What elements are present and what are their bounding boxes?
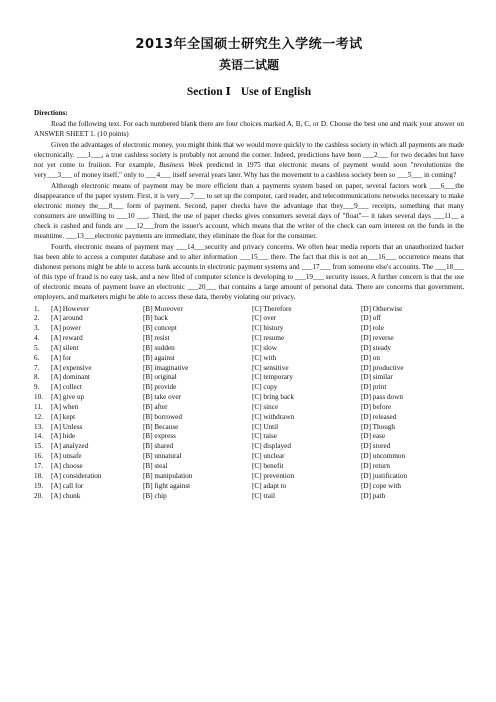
choice-row [34, 344, 464, 354]
option-c: [C] raise [252, 432, 277, 441]
option-a: [A] analyzed [51, 442, 89, 451]
question-number: 1. [34, 304, 40, 313]
option-a: [A] choose [51, 462, 83, 470]
question-number: 8. [34, 373, 40, 382]
choice-row [34, 423, 464, 433]
choice-row [34, 442, 464, 452]
option-d: [D] Though [361, 422, 396, 431]
option-d: [D] released [361, 412, 397, 421]
question-number: 18. [34, 471, 43, 480]
section-heading [34, 85, 464, 99]
option-a: [A] give up [51, 393, 85, 402]
option-c: [C] benefit [252, 462, 284, 470]
option-d: [D] role [361, 324, 384, 333]
option-d: [D] return [361, 462, 390, 470]
option-d: [D] before [361, 402, 392, 411]
option-a: [A] kept [51, 412, 76, 421]
question-number: 4. [34, 334, 40, 343]
option-a: [A] reward [51, 334, 83, 343]
option-b: [B] sudden [143, 343, 175, 352]
option-b: [B] original [143, 373, 177, 382]
paragraph-1-text-b: predicted in 1975 that electronic means of payment would soon "revolutionize the very___3___ of money itself," only to ___4___ itself several years later. Why has the movement to a cashless society been so ___5___ in coming? [34, 160, 464, 179]
option-d: [D] justification [361, 471, 408, 480]
choice-row [34, 305, 464, 315]
directions-text: Read the following text. For each numbered blank there are four choices marked A, B, C, or D. Choose the best one and mark your answer on ANSWER SHEET 1. (10 points) [34, 119, 464, 138]
option-b: [B] borrowed [143, 412, 182, 421]
option-c: [C] Until [252, 422, 279, 431]
option-d: [D] path [361, 491, 386, 500]
question-number: 5. [34, 343, 40, 352]
exam-page [34, 36, 464, 501]
choice-row [34, 462, 464, 472]
option-a: [A] expensive [51, 363, 92, 372]
question-number: 14. [34, 432, 43, 441]
option-d: [D] uncommon [361, 452, 406, 461]
option-d: [D] similar [361, 373, 393, 382]
option-a: [A] dominant [51, 373, 90, 382]
option-c: [C] sensitive [252, 363, 289, 372]
exam-title: 2013年全国硕士研究生入学统一考试 [135, 37, 363, 52]
passage-paragraph-3: Fourth, electronic means of payment may ___14___security and privacy concerns. We often hear media reports that an unauthorized hacker has been able to access a computer database and to alter information ___15___ there. The fact that this is not an___16___ occurrence means that dishonest persons might be able to access bank accounts in electronic payment systems and ___17___ from someone else's accounts. The ___18___ of this type of fraud is no easy task, and a new filed of computer science is developing to ___19___ security issues. A further concern is that the use of electronic means of payment leave an electronic ___20___ that contains a large amount of personal data. There are concerns that government, employers, and marketers might be able to access these data, thereby violating our privacy. [34, 242, 464, 301]
choice-row [34, 393, 464, 403]
option-d: [D] cope with [361, 481, 401, 490]
option-a: [A] Unless [51, 422, 83, 431]
option-a: [A] However [51, 304, 90, 313]
option-a: [A] for [51, 353, 72, 362]
directions-label: Directions: [34, 109, 68, 117]
option-c: [C] temporary [252, 373, 293, 382]
option-b: [B] back [143, 314, 168, 323]
option-b: [B] resist [143, 334, 170, 343]
option-b: [B] imaginative [143, 363, 189, 372]
option-b: [B] provide [143, 383, 177, 392]
section-name: Use of English [240, 86, 312, 98]
option-b: [B] unnatural [143, 452, 182, 461]
choice-row [34, 432, 464, 442]
choice-row [34, 492, 464, 502]
choice-row [34, 364, 464, 374]
passage-paragraph-2: Although electronic means of payment may be more efficient than a payments system based on paper, several factors work ___6___the disappearance of the paper system. First, it is very___7___ to set up the computer, card reader, and telecommunications networks necessary to make electronic money the___8___ form of payment. Second, paper checks have the advantage that they___9___ receipts, something that many consumers are unwilling to ___10 ___. Third, the use of paper checks gives consumers several days of "float"— it takes several days ___11__ a check is cashed and funds are ___12___from the issuer's account, which means that the writer of the check can earn interest on the funds in the meantime. ___13___electronic payments are immediate, they eliminate the float for the consumer. [34, 181, 464, 240]
option-b: [B] concept [143, 324, 177, 333]
choice-row [34, 334, 464, 344]
option-a: [A] power [51, 324, 81, 333]
option-b: [B] chip [143, 491, 167, 500]
question-number: 6. [34, 353, 40, 362]
option-b: [B] manipulation [143, 471, 193, 480]
choice-row [34, 482, 464, 492]
option-b: [B] Because [143, 422, 179, 431]
exam-subtitle: 英语二试题 [218, 58, 279, 72]
option-b: [B] steal [143, 462, 168, 470]
option-c: [C] Therefore [252, 304, 292, 313]
option-a: [A] consideration [51, 471, 102, 480]
choice-row [34, 373, 464, 383]
option-c: [C] over [252, 314, 277, 323]
question-number: 13. [34, 422, 43, 431]
option-a: [A] chunk [51, 491, 81, 500]
option-c: [C] prevention [252, 471, 295, 480]
option-b: [B] take over [143, 393, 181, 402]
question-number: 17. [34, 462, 43, 470]
publication-name: Business Week [158, 160, 203, 169]
option-d: [D] ease [361, 432, 386, 441]
choice-row [34, 314, 464, 324]
option-c: [C] unclear [252, 452, 285, 461]
option-b: [B] fight against [143, 481, 191, 490]
option-d: [D] reverse [361, 334, 394, 343]
option-c: [C] with [252, 353, 277, 362]
question-number: 12. [34, 412, 43, 421]
option-c: [C] since [252, 402, 279, 411]
option-a: [A] call for [51, 481, 84, 490]
option-b: [B] against [143, 353, 175, 362]
option-c: [C] slow [252, 343, 277, 352]
question-number: 16. [34, 452, 43, 461]
option-c: [C] adapt to [252, 481, 287, 490]
question-number: 10. [34, 393, 43, 402]
option-d: [D] pass down [361, 393, 403, 402]
choice-row [34, 452, 464, 462]
question-number: 20. [34, 491, 43, 500]
option-c: [C] history [252, 324, 284, 333]
question-number: 3. [34, 324, 40, 333]
option-a: [A] when [51, 402, 79, 411]
option-d: [D] steady [361, 343, 392, 352]
option-c: [C] bring back [252, 393, 294, 402]
option-d: [D] print [361, 383, 387, 392]
paragraph-1-text-a: Given the advantages of electronic money, you might think that we would move quickly to the cashless society in which all payments are made electronically. ___1___, a true cashless society is probably not around the corner. Indeed, predictions have been ___2___ for two decades but have not yet come to fruition. For example, [34, 140, 464, 169]
option-d: [D] off [361, 314, 382, 323]
passage-paragraph-1 [34, 140, 464, 180]
option-d: [D] stored [361, 442, 391, 451]
option-c: [C] resume [252, 334, 285, 343]
answer-choices [34, 305, 464, 502]
question-number: 11. [34, 402, 43, 411]
option-a: [A] collect [51, 383, 82, 392]
choice-row [34, 472, 464, 482]
choice-row [34, 354, 464, 364]
option-c: [C] displayed [252, 442, 291, 451]
choice-row [34, 403, 464, 413]
question-number: 2. [34, 314, 40, 323]
option-b: [B] express [143, 432, 176, 441]
option-d: [D] on [361, 353, 380, 362]
option-a: [A] hide [51, 432, 76, 441]
option-b: [B] after [143, 402, 168, 411]
option-c: [C] trail [252, 491, 275, 500]
choice-row [34, 383, 464, 393]
choice-row [34, 413, 464, 423]
question-number: 19. [34, 481, 43, 490]
option-c: [C] copy [252, 383, 278, 392]
option-b: [B] shared [143, 442, 174, 451]
section-label: Section Ⅰ [186, 86, 231, 98]
option-d: [D] Otherwise [361, 304, 403, 313]
question-number: 9. [34, 383, 40, 392]
question-number: 15. [34, 442, 43, 451]
question-number: 7. [34, 363, 40, 372]
option-a: [A] unsafe [51, 452, 82, 461]
option-b: [B] Moreover [143, 304, 183, 313]
option-c: [C] withdrawn [252, 412, 295, 421]
option-a: [A] silent [51, 343, 79, 352]
choice-row [34, 324, 464, 334]
option-d: [D] productive [361, 363, 404, 372]
option-a: [A] around [51, 314, 83, 323]
